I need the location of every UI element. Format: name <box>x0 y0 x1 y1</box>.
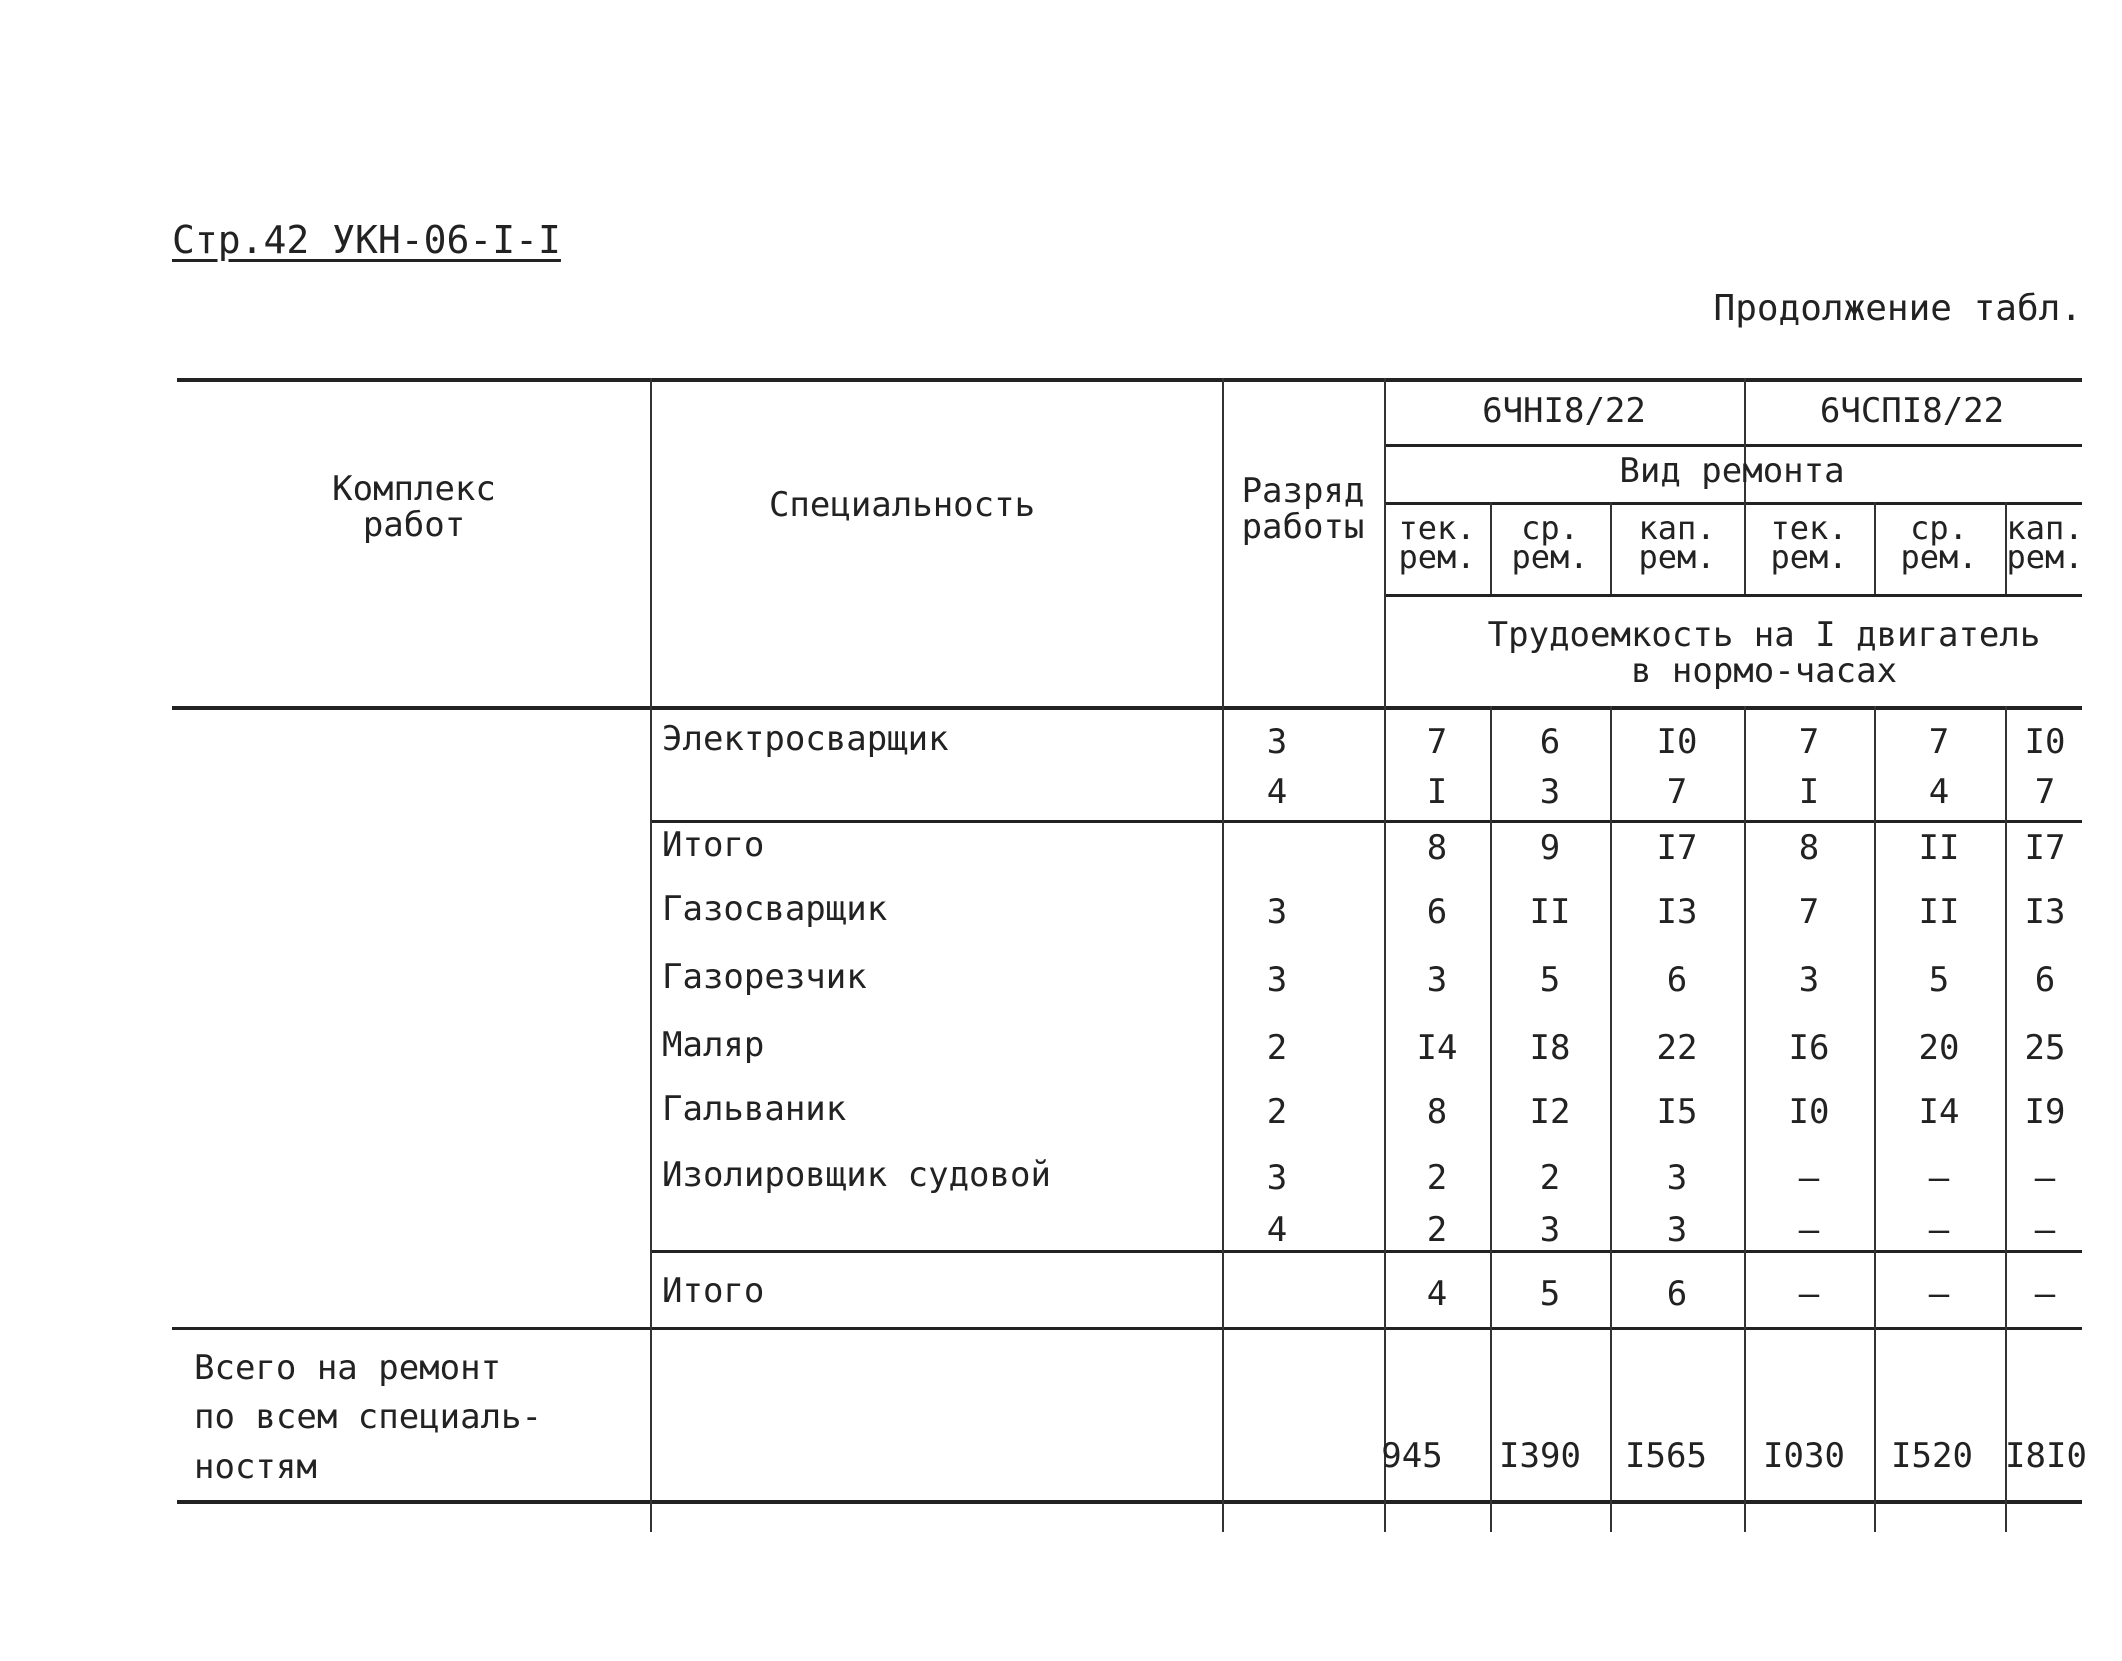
table-top-rule <box>177 378 2082 382</box>
header-labor: Трудоемкость на I двигатель в нормо-часах <box>1487 615 2041 691</box>
row-value: I0 <box>1788 1092 1830 1132</box>
row-grade: 3 <box>1266 960 1288 1000</box>
row-value: – <box>2034 1210 2056 1250</box>
row-value: – <box>2034 1274 2056 1314</box>
row-value: I5 <box>1656 1092 1698 1132</box>
total-value: I390 <box>1499 1436 1581 1476</box>
row-specialty: Газорезчик <box>662 957 867 997</box>
row-grade: 3 <box>1266 1158 1288 1198</box>
row-specialty: Итого <box>662 1271 765 1311</box>
row-value: 25 <box>2024 1028 2066 1068</box>
header-repair-type: Вид ремонта <box>1619 451 1845 491</box>
total-value: I565 <box>1625 1436 1707 1476</box>
row-value: – <box>1798 1210 1820 1250</box>
header-repair-col-5: ср. рем. <box>1900 509 1978 576</box>
row-value: 5 <box>1539 1274 1561 1314</box>
row-value: 4 <box>1426 1274 1448 1314</box>
row-value: – <box>1928 1210 1950 1250</box>
row-value: I0 <box>1656 722 1698 762</box>
row-value: 5 <box>1928 960 1950 1000</box>
row-value: I4 <box>1918 1092 1960 1132</box>
row-grade: 3 <box>1266 892 1288 932</box>
row-value: I <box>1798 772 1820 812</box>
header-repair-col-4: тек. рем. <box>1770 509 1848 576</box>
table-continuation-note: Продолжение табл. <box>1713 288 2082 329</box>
row-value: 2 <box>1426 1210 1448 1250</box>
row-value: 2 <box>1426 1158 1448 1198</box>
row-value: 4 <box>1928 772 1950 812</box>
col-divider-b4 <box>1874 706 1876 1532</box>
row-value: 3 <box>1798 960 1820 1000</box>
header-bottom-rule <box>172 706 2082 710</box>
col-divider-b2 <box>1610 706 1612 1532</box>
subtotal-rule-1 <box>650 820 2082 823</box>
total-top-rule <box>172 1327 2082 1330</box>
header-complex: Комплекс работ <box>332 469 496 545</box>
row-value: I8 <box>1529 1028 1571 1068</box>
row-value: 8 <box>1798 828 1820 868</box>
row-value: 3 <box>1666 1210 1688 1250</box>
col-divider-h2 <box>1610 502 1612 594</box>
header-repair-col-1: тек. рем. <box>1398 509 1476 576</box>
row-value: I3 <box>2024 892 2066 932</box>
row-specialty: Газосварщик <box>662 889 888 929</box>
row-specialty: Итого <box>662 825 765 865</box>
row-value: I4 <box>1416 1028 1458 1068</box>
row-value: 6 <box>1539 722 1561 762</box>
row-value: I7 <box>1656 828 1698 868</box>
row-value: 8 <box>1426 828 1448 868</box>
row-value: 5 <box>1539 960 1561 1000</box>
row-value: 7 <box>1426 722 1448 762</box>
row-value: I9 <box>2024 1092 2066 1132</box>
row-grade: 4 <box>1266 1210 1288 1250</box>
col-divider-h4 <box>1874 502 1876 594</box>
col-divider-b5 <box>2005 706 2007 1532</box>
row-value: I <box>1426 772 1448 812</box>
header-engine-1: 6ЧНI8/22 <box>1482 391 1646 431</box>
row-value: I0 <box>2024 722 2066 762</box>
row-grade: 3 <box>1266 722 1288 762</box>
labor-table <box>172 372 2087 1532</box>
row-value: 22 <box>1656 1028 1698 1068</box>
total-value: I520 <box>1891 1436 1973 1476</box>
row-value: 9 <box>1539 828 1561 868</box>
total-label: Всего на ремонт по всем специаль- ностям <box>194 1348 542 1487</box>
total-value: I8I0 <box>2005 1436 2087 1476</box>
row-value: I3 <box>1656 892 1698 932</box>
row-value: – <box>2034 1158 2056 1198</box>
row-specialty: Маляр <box>662 1025 765 1065</box>
row-value: II <box>1918 892 1960 932</box>
row-value: 3 <box>1539 772 1561 812</box>
row-grade: 2 <box>1266 1092 1288 1132</box>
row-value: I7 <box>2024 828 2066 868</box>
row-value: 8 <box>1426 1092 1448 1132</box>
col-divider-engine2-b <box>1744 706 1746 1532</box>
row-value: – <box>1928 1274 1950 1314</box>
row-value: 20 <box>1918 1028 1960 1068</box>
row-value: II <box>1529 892 1571 932</box>
row-value: 6 <box>2034 960 2056 1000</box>
col-divider-specialty <box>650 378 652 1532</box>
col-divider-b1 <box>1490 706 1492 1532</box>
row-grade: 4 <box>1266 772 1288 812</box>
row-value: 7 <box>1928 722 1950 762</box>
row-value: I2 <box>1529 1092 1571 1132</box>
header-engine-2: 6ЧСПI8/22 <box>1819 391 2005 431</box>
col-divider-grade <box>1222 378 1224 1532</box>
row-value: 6 <box>1426 892 1448 932</box>
header-repair-col-6: кап. рем. <box>2006 509 2084 576</box>
row-value: – <box>1928 1158 1950 1198</box>
row-value: II <box>1918 828 1960 868</box>
row-specialty: Электросварщик <box>662 719 949 759</box>
page-reference: Стр.42 УКН-06-I-I <box>172 218 561 262</box>
row-value: 7 <box>1798 722 1820 762</box>
table-bottom-rule <box>177 1500 2082 1504</box>
row-specialty: Изолировщик судовой <box>662 1155 1051 1195</box>
repair-cols-rule <box>1384 594 2082 597</box>
row-value: I6 <box>1788 1028 1830 1068</box>
total-value: 945 <box>1381 1436 1443 1476</box>
row-value: 2 <box>1539 1158 1561 1198</box>
row-value: 6 <box>1666 960 1688 1000</box>
row-value: 7 <box>1798 892 1820 932</box>
row-value: 7 <box>1666 772 1688 812</box>
row-value: 3 <box>1539 1210 1561 1250</box>
engine-header-rule <box>1384 444 2082 447</box>
row-value: – <box>1798 1274 1820 1314</box>
header-specialty: Специальность <box>768 485 1036 525</box>
header-repair-col-3: кап. рем. <box>1638 509 1716 576</box>
row-grade: 2 <box>1266 1028 1288 1068</box>
header-repair-col-2: ср. рем. <box>1511 509 1589 576</box>
col-divider-h1 <box>1490 502 1492 594</box>
subtotal-rule-2 <box>650 1250 2082 1253</box>
total-value: I030 <box>1763 1436 1845 1476</box>
row-value: 3 <box>1426 960 1448 1000</box>
row-value: – <box>1798 1158 1820 1198</box>
col-divider-engine1 <box>1384 378 1386 1532</box>
row-value: 7 <box>2034 772 2056 812</box>
row-value: 3 <box>1666 1158 1688 1198</box>
row-value: 6 <box>1666 1274 1688 1314</box>
row-specialty: Гальваник <box>662 1089 847 1129</box>
repair-type-rule <box>1384 502 2082 505</box>
header-grade: Разряд работы <box>1241 471 1365 547</box>
